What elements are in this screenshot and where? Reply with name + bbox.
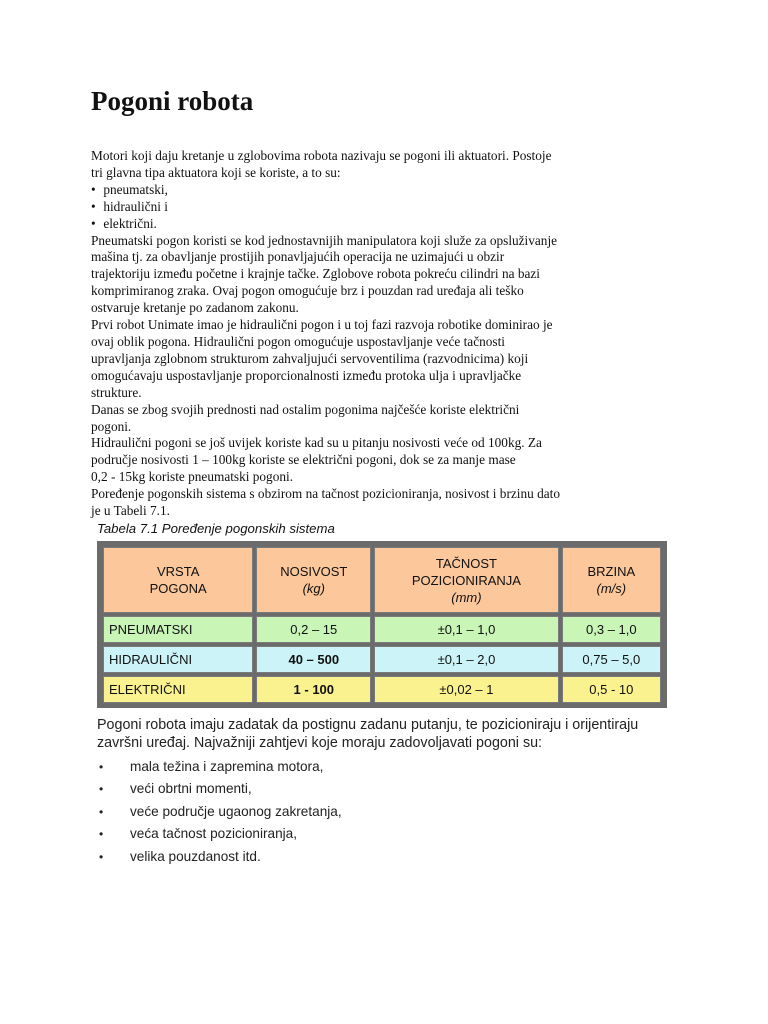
body-text — [91, 148, 671, 520]
table-cell: 0,5 - 10 — [562, 676, 661, 703]
table-cell: PNEUMATSKI — [103, 616, 253, 643]
list-item — [91, 199, 671, 216]
paragraph-line: tri glavna tipa aktuatora koji se koriste, a to su: — [91, 164, 341, 180]
header-line: VRSTA — [156, 564, 200, 579]
list-item — [99, 846, 342, 868]
list-item-label: veća tačnost pozicioniranja, — [130, 826, 297, 842]
body-line: mašina tj. za obavljanje prostijih ponavljajućih operacija ne uzimajući u obzir — [91, 249, 505, 265]
bullet-icon: • — [99, 782, 104, 797]
bullet-icon: • — [91, 181, 96, 197]
header-line: TAČNOST — [435, 555, 497, 571]
body-line: ostvaruje kretanje po zadanom zakonu. — [91, 300, 299, 316]
header-unit: (m/s) — [596, 581, 627, 596]
body-line: područje nosivosti 1 – 100kg koriste se električni pogoni, dok se za manje mase — [91, 452, 516, 468]
page-title: Pogoni robota — [91, 86, 254, 116]
table-cell: ±0,1 – 1,0 — [374, 616, 558, 643]
comparison-table — [100, 544, 664, 706]
list-item-label: pneumatski, — [103, 181, 168, 197]
list-item-label: velika pouzdanost itd. — [130, 848, 261, 864]
requirements-list — [99, 756, 342, 868]
table-cell: 0,75 – 5,0 — [562, 646, 661, 673]
list-item-label: mala težina i zapremina motora, — [130, 759, 324, 774]
list-item-label: veće područje ugaonog zakretanja, — [130, 803, 342, 819]
list-item-label: električni. — [103, 215, 157, 231]
table-row — [103, 676, 661, 703]
comparison-table-frame — [97, 541, 667, 708]
list-item — [99, 801, 342, 823]
list-item — [99, 823, 342, 845]
header-line: BRZINA — [587, 564, 636, 579]
table-row — [103, 646, 661, 673]
body-line: Prvi robot Unimate imao je hidraulični pogon i u toj fazi razvoja robotike dominirao je — [91, 317, 553, 333]
table-caption: Tabela 7.1 Poređenje pogonskih sistema — [97, 521, 335, 536]
body-line: 0,2 - 15kg koriste pneumatski pogoni. — [91, 469, 294, 485]
table-cell: HIDRAULIČNI — [103, 646, 253, 673]
body-line: Hidraulični pogoni se još uvijek koriste kad su u pitanju nosivosti veće od 100kg. Za — [91, 435, 542, 451]
body-line: trajektoriju između početne i krajnje tačke. Zglobove robota pokreću cilindri na bazi — [91, 266, 540, 282]
body-line: strukture. — [91, 384, 142, 400]
bullet-icon: • — [99, 827, 104, 842]
list-item — [99, 778, 342, 800]
body-line: upravljanja zglobnom strukturom zahvaljujući servoventilima (razvodnicima) koji — [91, 350, 529, 366]
table-cell: ±0,02 – 1 — [374, 676, 558, 703]
body-line: Danas se zbog svojih prednosti nad ostalim pogonima najčešće koriste električni — [91, 401, 520, 417]
body-line: ovaj oblik pogona. Hidraulični pogon omogućuje uspostavljanje veće tačnosti — [91, 333, 505, 349]
body-line: Poređenje pogonskih sistema s obzirom na tačnost pozicioniranja, nosivost i brzinu dato — [91, 486, 560, 502]
paragraph-line: završni uređaj. Najvažniji zahtjevi koje moraju zadovoljavati pogoni su: — [97, 735, 543, 751]
list-item-label: veći obrtni momenti, — [130, 781, 252, 797]
list-item — [91, 182, 671, 199]
body-line: je u Tabeli 7.1. — [91, 503, 170, 519]
header-line: POZICIONIRANJA — [411, 572, 521, 588]
table-cell: 0,2 – 15 — [256, 616, 371, 643]
column-header-speed — [562, 547, 661, 613]
table-cell: ELEKTRIČNI — [103, 676, 253, 703]
header-unit: (kg) — [302, 581, 325, 596]
column-header-accuracy — [374, 547, 558, 613]
bullet-icon: • — [91, 198, 96, 214]
paragraph-line: Pogoni robota imaju zadatak da postignu zadanu putanju, te pozicioniraju i orijentiraju — [97, 717, 639, 733]
body-line: pogoni. — [91, 418, 132, 434]
bullet-icon: • — [99, 849, 104, 864]
column-header-load — [256, 547, 371, 613]
body-line: Pneumatski pogon koristi se kod jednostavnijih manipulatora koji služe za opsluživanje — [91, 232, 558, 248]
table-header-row — [103, 547, 661, 613]
table-cell: ±0,1 – 2,0 — [374, 646, 558, 673]
header-line: POGONA — [149, 581, 207, 596]
column-header-type — [103, 547, 253, 613]
paragraph-line: Motori koji daju kretanje u zglobovima robota nazivaju se pogoni ili aktuatori. Postoje — [91, 148, 552, 163]
list-item — [99, 756, 342, 778]
list-item — [91, 216, 671, 233]
bullet-icon: • — [91, 215, 96, 231]
body-line: omogućavaju uspostavljanje proporcionalnosti između protoka ulja i upravljačke — [91, 367, 522, 383]
table-cell: 40 – 500 — [256, 646, 371, 673]
table-row — [103, 616, 661, 643]
header-line: NOSIVOST — [280, 564, 348, 579]
body-line: komprimiranog zraka. Ovaj pogon omogućuje brz i pouzdan rad uređaja ali teško — [91, 283, 524, 299]
table-cell: 1 - 100 — [256, 676, 371, 703]
list-item-label: hidraulični i — [103, 198, 168, 214]
header-unit: (mm) — [451, 589, 482, 605]
bullet-icon: • — [99, 804, 104, 819]
bullet-icon: • — [99, 760, 104, 774]
requirements-intro — [97, 716, 677, 752]
table-cell: 0,3 – 1,0 — [562, 616, 661, 643]
